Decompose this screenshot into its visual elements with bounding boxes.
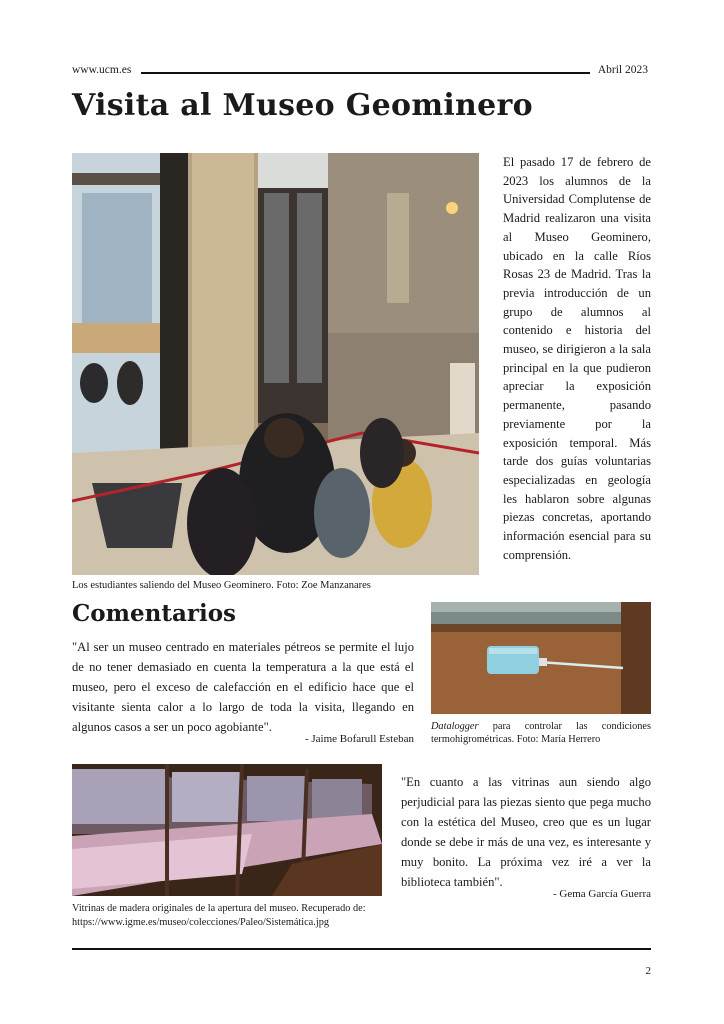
comment-quote-2: "En cuanto a las vitrinas aun siendo algo perjudicial para las piezas siento que pega mucho con la estética del Museo, creo que es un lugar donde se debe ir más de una vez, es interesante y muy bonito. La próxima vez iré a ver la biblioteca también". xyxy=(401,775,651,889)
caption-term-datalogger: Datalogger xyxy=(431,721,479,732)
photo-caption-main: Los estudiantes saliendo del Museo Geominero. Foto: Zoe Manzanares xyxy=(72,580,371,591)
header-site-url: www.ucm.es xyxy=(72,64,132,76)
photo-vitrinas xyxy=(72,764,382,896)
header-rule xyxy=(141,72,590,74)
page-number: 2 xyxy=(645,965,651,977)
header-date: Abril 2023 xyxy=(597,64,648,76)
article-title: Visita al Museo Geominero xyxy=(72,88,533,123)
photo-caption-vitrinas: Vitrinas de madera originales de la apertura del museo. Recuperado de: https://www.igme.es/museo/colecciones/Paleo/Sistemática.jpg xyxy=(72,903,366,928)
comment-author-2: - Gema García Guerra xyxy=(552,888,651,900)
comment-author-1: - Jaime Bofarull Esteban xyxy=(304,733,414,745)
footer-rule xyxy=(72,948,651,950)
photo-caption-datalogger xyxy=(431,720,651,746)
caption-datalogger-text: para controlar las condiciones termohigrométricas. Foto: María Herrero xyxy=(431,721,651,745)
comment-quote-1: "Al ser un museo centrado en materiales pétreos se permite el lujo de no tener demasiado en cuenta la temperatura a la que está el museo, pero el exceso de calefacción en el edificio hace que el visitante sienta calor a lo largo de toda la visita, llegando en algunos casos a ser un poco agobiante". xyxy=(72,640,414,734)
photo-museum-entrance xyxy=(72,153,479,575)
comments-heading: Comentarios xyxy=(72,600,237,627)
photo-datalogger xyxy=(431,602,651,714)
article-intro-paragraph: El pasado 17 de febrero de 2023 los alumnos de la Universidad Complutense de Madrid realizaron una visita al Museo Geominero, ubicado en la calle Ríos Rosas 23 de Madrid. Tras la previa introducción de un grupo de alumnos al contenido e historia del museo, se dirigieron a la sala principal en la que pudieron apreciar la exposición permanente, pasando previamente por la exposición temporal. Más tarde dos guías voluntarias especializadas en geología les hablaron sobre algunas piezas concretas, aportando información esencial para su comprensión. xyxy=(503,155,651,562)
